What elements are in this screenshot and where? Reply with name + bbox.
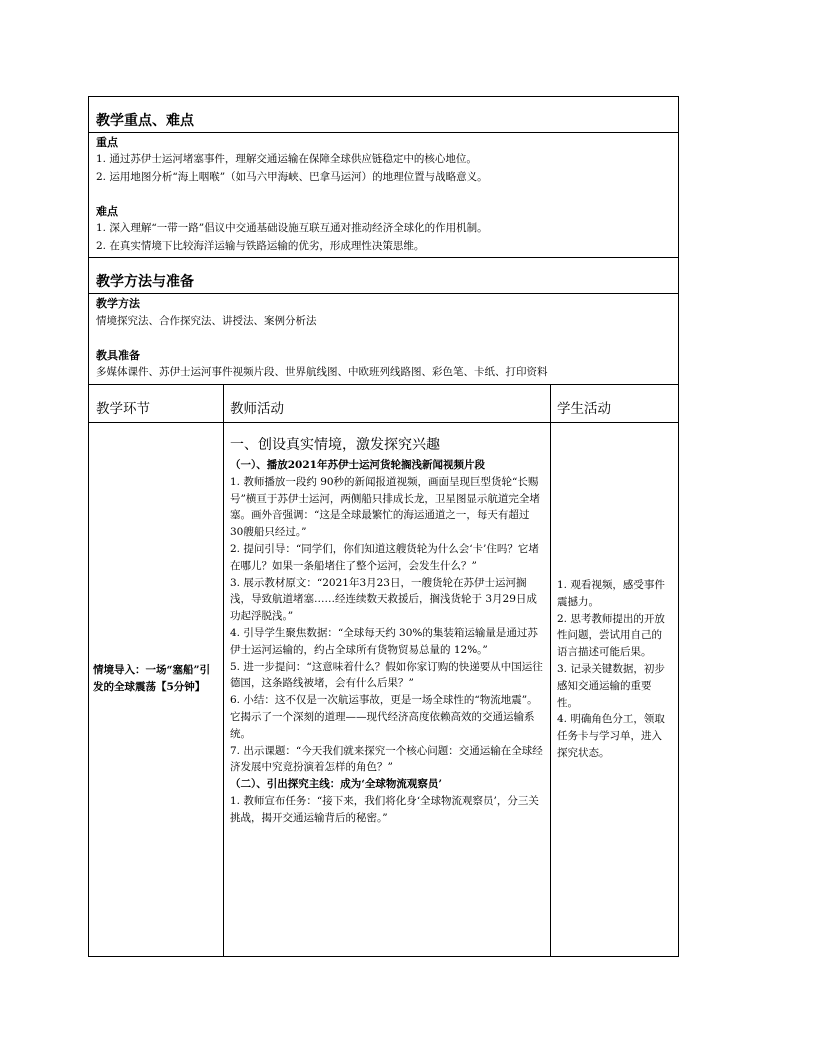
header-teacher: 教师活动 — [230, 401, 284, 417]
section-title-methods: 教学方法与准备 — [96, 274, 194, 290]
student-item: 3. 记录关键数据，初步感知交通运输的重要性。 — [557, 662, 665, 709]
header-stage: 教学环节 — [96, 401, 150, 417]
student-item: 2. 思考教师提出的开放性问题，尝试用自己的语言描述可能后果。 — [557, 612, 665, 659]
teacher-item: 1. 教师宣布任务：“接下来，我们将化身‘全球物流观察员’，分三关挑战，揭开交通运输背后的秘密。” — [230, 794, 539, 824]
difficult-label: 难点 — [96, 205, 118, 218]
teacher-subheading: （一）、播放2021年苏伊士运河货轮搁浅新闻视频片段 — [230, 459, 485, 471]
header-student: 学生活动 — [557, 401, 611, 417]
teacher-heading: 一、创设真实情境，激发探究兴趣 — [230, 437, 440, 453]
teacher-item: 2. 提问引导：“同学们，你们知道这艘货轮为什么会‘卡’住吗？它堵在哪儿？如果一条船堵住了整个运河，会发生什么？” — [230, 542, 539, 572]
teacher-item: 7. 出示课题：“今天我们就来探究一个核心问题：交通运输在全球经济发展中究竟扮演着怎样的角色？” — [230, 744, 543, 774]
difficult-point: 2. 在真实情境下比较海洋运输与铁路运输的优劣，形成理性决策思维。 — [96, 240, 425, 252]
tools-label: 教具准备 — [96, 349, 140, 362]
difficult-point: 1. 深入理解“一带一路”倡议中交通基础设施互联互通对推动经济全球化的作用机制。 — [96, 222, 488, 234]
key-label: 重点 — [96, 136, 118, 149]
stage-cell: 情境导入：一场“塞船”引发的全球震荡【5分钟】 — [93, 664, 211, 693]
section-title-key-points: 教学重点、难点 — [96, 113, 194, 129]
teacher-item: 1. 教师播放一段约 90秒的新闻报道视频，画面呈现巨型货轮“长赐号”横亘于苏伊士运河，两侧船只排成长龙，卫星图显示航道完全堵塞。画外音强调：“这是全球最繁忙的海运通道之一，每天有超过 30艘船只经过。” — [230, 475, 540, 539]
student-activity-cell — [557, 577, 671, 762]
student-item: 4. 明确角色分工，领取任务卡与学习单，进入探究状态。 — [557, 713, 665, 759]
key-point: 2. 运用地图分析“海上咽喉”（如马六甲海峡、巴拿马运河）的地理位置与战略意义。 — [96, 171, 488, 183]
teacher-activity-cell — [230, 435, 544, 827]
student-item: 1. 观看视频，感受事件震撼力。 — [557, 579, 665, 608]
teacher-item: 4. 引导学生聚焦数据：“全球每天约 30%的集装箱运输量是通过苏伊士运河运输的，约占全球所有货物贸易总量的 12%。” — [230, 626, 538, 656]
methods-label: 教学方法 — [96, 297, 140, 310]
teacher-item: 6. 小结：这不仅是一次航运事故，更是一场全球性的“物流地震”。它揭示了一个深刻的道理——现代经济高度依赖高效的交通运输系统。 — [230, 694, 538, 740]
lesson-plan-table — [88, 96, 679, 957]
teacher-item: 3. 展示教材原文：“2021年3月23日，一艘货轮在苏伊士运河搁浅，导致航道堵塞……经连续数天救援后，搁浅货轮于 3月29日成功起浮脱浅。” — [230, 576, 537, 623]
teacher-subheading: （二）、引出探究主线：成为‘全球物流观察员’ — [230, 778, 443, 791]
methods-text: 情境探究法、合作探究法、讲授法、案例分析法 — [96, 315, 317, 327]
teacher-item: 5. 进一步提问：“这意味着什么？假如你家订购的快递要从中国运往德国，这条路线被堵，会有什么后果？” — [230, 660, 543, 690]
tools-text: 多媒体课件、苏伊士运河事件视频片段、世界航线图、中欧班列线路图、彩色笔、卡纸、打印资料 — [96, 366, 548, 378]
key-point: 1. 通过苏伊士运河堵塞事件，理解交通运输在保障全球供应链稳定中的核心地位。 — [96, 153, 477, 165]
